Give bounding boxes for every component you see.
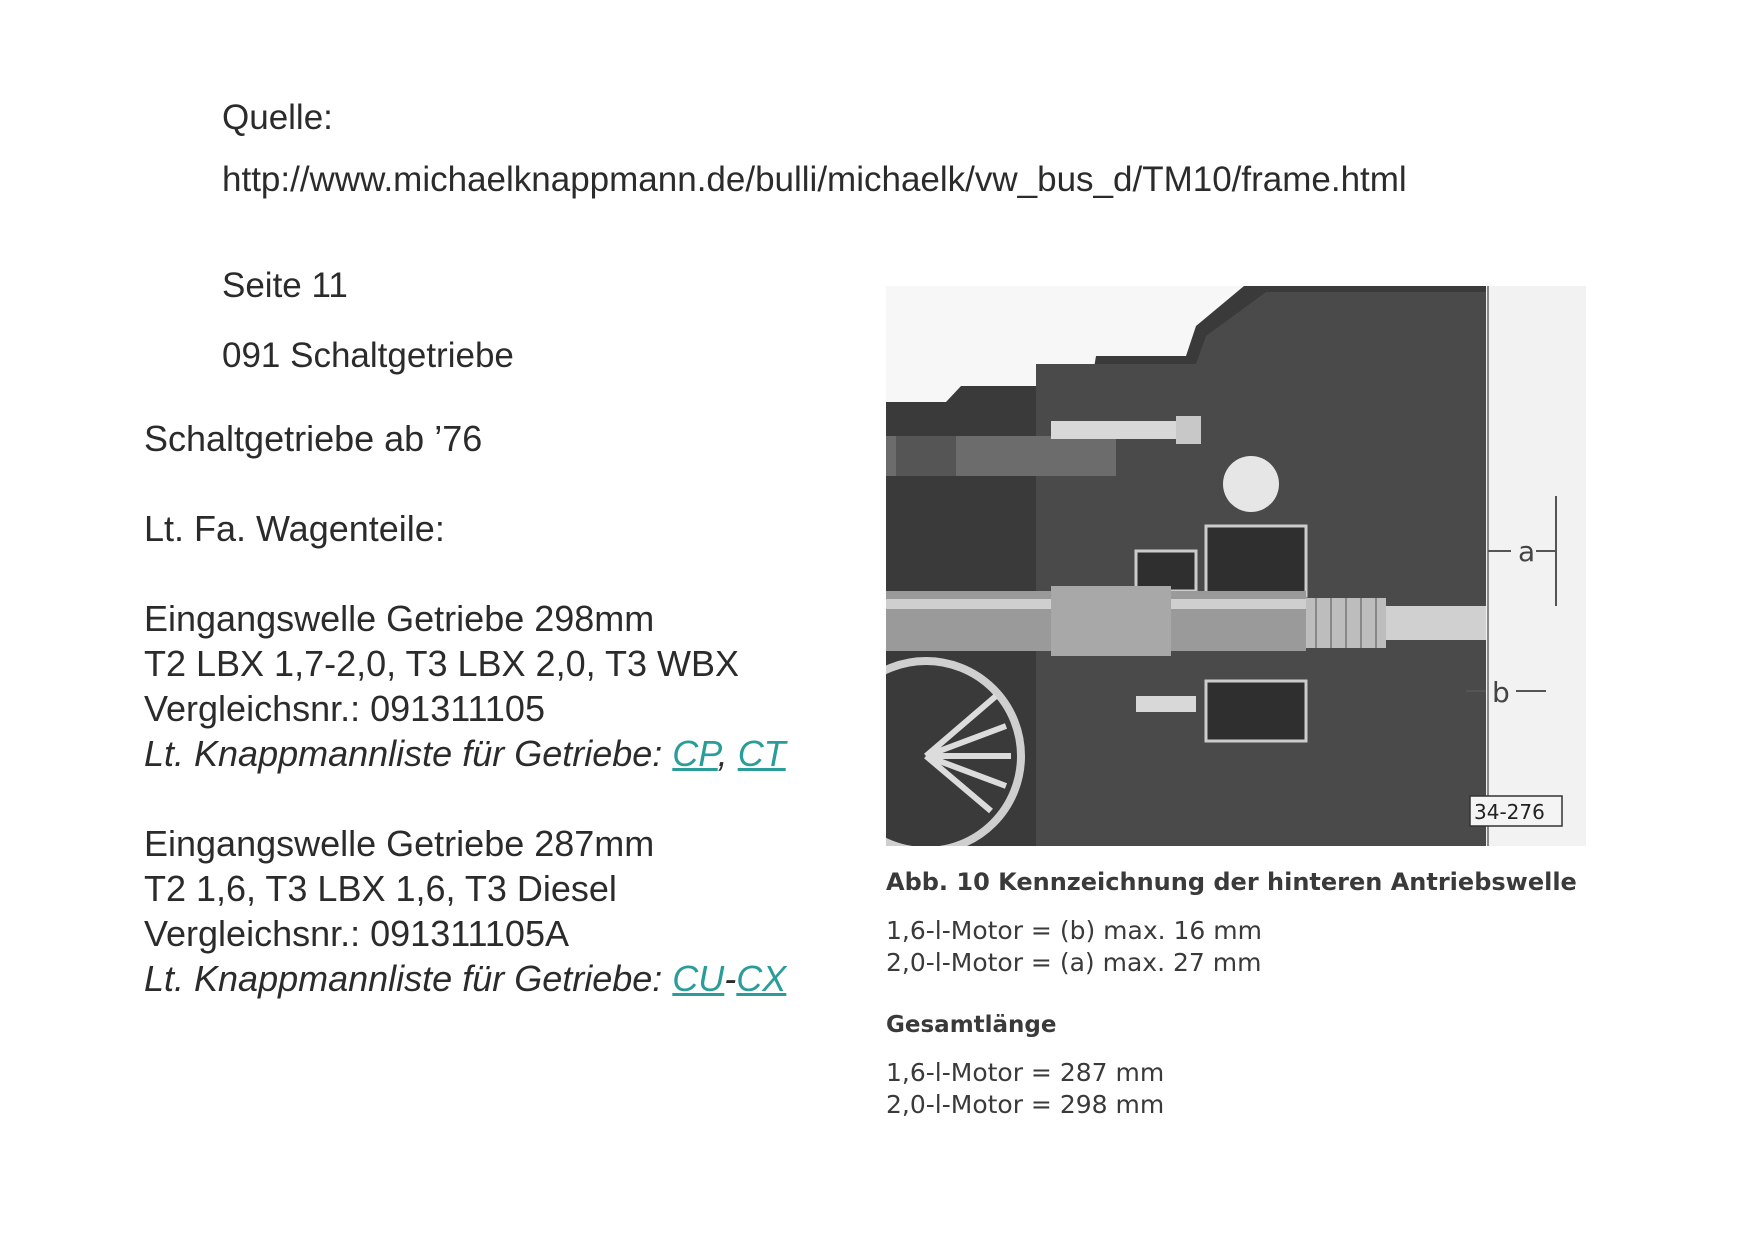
dimension-label-b: b (1492, 676, 1510, 709)
page-reference: Seite 11 (222, 266, 348, 305)
entry-1-title: Eingangswelle Getriebe 298mm (144, 598, 655, 639)
entry-1-ref: Vergleichsnr.: 091311105 (144, 688, 545, 729)
total-length-heading: Gesamtlänge (886, 1012, 1057, 1038)
figure-caption-title: Abb. 10 Kennzeichnung der hinteren Antriebswelle (886, 868, 1577, 896)
entry-1-list (144, 733, 786, 775)
entry-1-models: T2 LBX 1,7-2,0, T3 LBX 2,0, T3 WBX (144, 643, 739, 684)
entry-2-title: Eingangswelle Getriebe 287mm (144, 823, 655, 864)
entry-2-separator: - (724, 958, 737, 999)
entry-1-list-prefix: Lt. Knappmannliste für Getriebe: (144, 733, 673, 774)
link-cp[interactable]: CP (672, 733, 718, 774)
transmission-shaft-drawing (886, 286, 1586, 846)
entry-2-list (144, 958, 786, 1000)
supplier-label: Lt. Fa. Wagenteile: (144, 508, 445, 549)
total-length-line-1: 1,6-l-Motor = 287 mm (886, 1058, 1165, 1087)
source-url: http://www.michaelknappmann.de/bulli/michaelk/vw_bus_d/TM10/frame.html (222, 160, 1407, 199)
link-cx[interactable]: CX (736, 958, 787, 999)
figure-caption-line-2: 2,0-l-Motor = (a) max. 27 mm (886, 948, 1262, 977)
figure-caption-line-1: 1,6-l-Motor = (b) max. 16 mm (886, 916, 1262, 945)
dimension-label-a: a (1518, 535, 1536, 568)
entry-2-list-prefix: Lt. Knappmannliste für Getriebe: (144, 958, 673, 999)
link-cu[interactable]: CU (672, 958, 725, 999)
link-ct[interactable]: CT (737, 733, 786, 774)
total-length-line-2: 2,0-l-Motor = 298 mm (886, 1090, 1165, 1119)
entry-1-separator: , (717, 733, 738, 774)
main-heading: Schaltgetriebe ab ’76 (144, 418, 483, 459)
entry-2-models: T2 1,6, T3 LBX 1,6, T3 Diesel (144, 868, 617, 909)
section-title: 091 Schaltgetriebe (222, 336, 514, 375)
entry-2-ref: Vergleichsnr.: 091311105A (144, 913, 569, 954)
figure-code: 34-276 (1474, 800, 1545, 824)
source-label: Quelle: (222, 98, 333, 137)
